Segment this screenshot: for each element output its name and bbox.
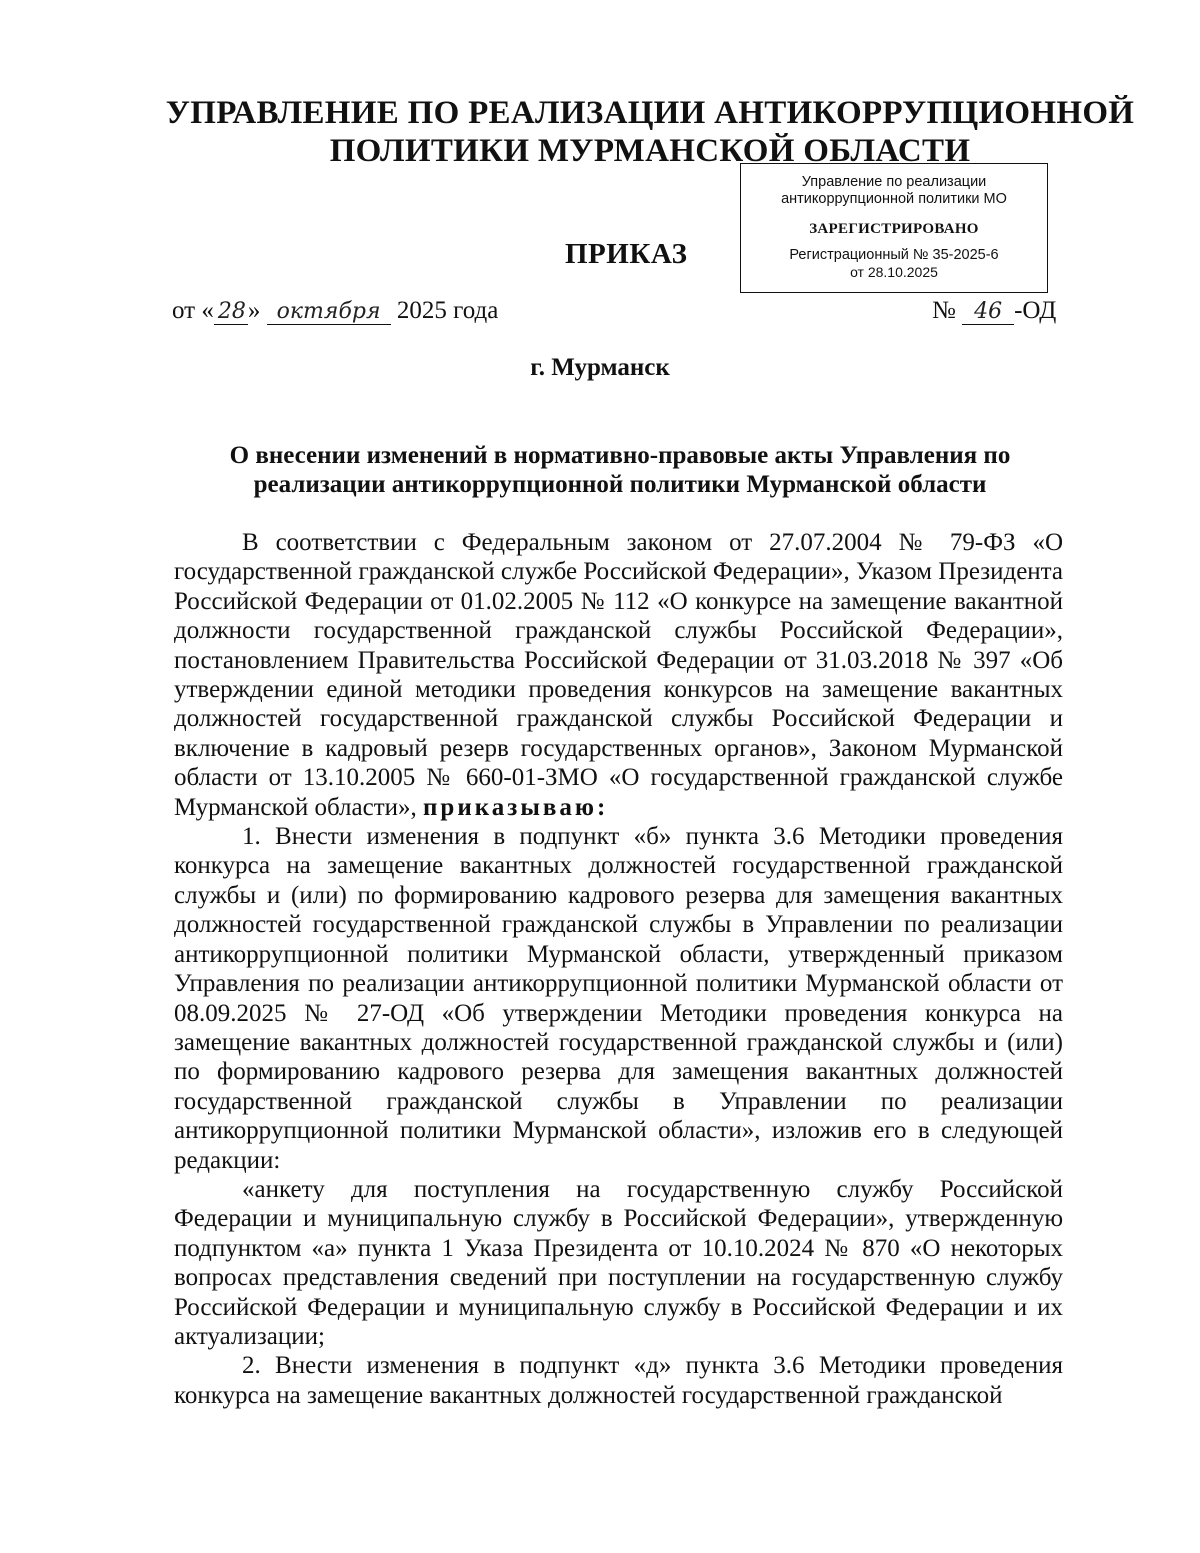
subject-line-2: реализации антикоррупционной политики Мурманской области (253, 471, 987, 498)
subject-line-1: О внесении изменений в нормативно-правовые акты Управления по (229, 442, 1011, 469)
date-suffix: 2025 года (390, 297, 499, 324)
date-prefix: от « (172, 297, 214, 324)
stamp-reg-number: Регистрационный № 35-2025-6 (789, 247, 999, 263)
header-line-1: УПРАВЛЕНИЕ ПО РЕАЛИЗАЦИИ АНТИКОРРУПЦИОННОЙ (165, 95, 1135, 131)
handwritten-day: 28 (214, 300, 248, 325)
order-body (174, 528, 1063, 1410)
item-1-paragraph: 1. Внести изменения в подпункт «б» пункта 3.6 Методики проведения конкурса на замещение вакантных должностей государственной гражданской службы и (или) по формированию кадрового резерва для замещения вакантных должностей государственной гражданской службы в Управлении по реализации антикоррупционной политики Мурманской области, утвержденный приказом Управления по реализации антикоррупционной политики Мурманской области от 08.09.2025 № 27-ОД «Об утверждении Методики проведения конкурса на замещение вакантных должностей государственной гражданской службы и (или) по формированию кадрового резерва для замещения вакантных должностей государственной гражданской службы в Управлении по реализации антикоррупционной политики Мурманской области», изложив его в следующей редакции: (174, 823, 1063, 1174)
stamp-org-line-2: антикоррупционной политики МО (781, 191, 1007, 207)
organization-header (150, 94, 1150, 170)
order-date (172, 297, 498, 325)
stamp-organization (741, 174, 1047, 208)
order-subject (150, 441, 1090, 499)
order-word: приказываю: (423, 793, 609, 821)
preamble-text: В соответствии с Федеральным законом от 27.07.2004 № 79-ФЗ «О государственной гражданской службе Российской Федерации», Указом Президента Российской Федерации от 01.02.2005 № 112 «О конкурсе на замещение вакантной должности государственной гражданской службы Российской Федерации», постановлением Правительства Российской Федерации от 31.03.2018 № 397 «Об утверждении единой методики проведения конкурсов на замещение вакантных должностей государственной гражданской службы Российской Федерации и включение в кадровый резерв государственных органов», Законом Мурманской области от 13.10.2005 № 660-01-ЗМО «О государственной гражданской службе Мурманской области», (174, 529, 1063, 821)
preamble-paragraph (174, 528, 1063, 822)
date-mid: » (247, 297, 261, 324)
header-line-2: ПОЛИТИКИ МУРМАНСКОЙ ОБЛАСТИ (329, 133, 971, 169)
stamp-status: ЗАРЕГИСТРИРОВАНО (809, 221, 979, 237)
registration-stamp (740, 163, 1048, 293)
order-title: ПРИКАЗ (565, 238, 688, 270)
stamp-org-line-1: Управление по реализации (801, 174, 987, 190)
order-number (932, 297, 1056, 325)
stamp-reg-date: от 28.10.2025 (850, 264, 938, 280)
number-suffix: -ОД (1014, 297, 1057, 324)
quote-1-paragraph: «анкету для поступления на государственную службу Российской Федерации и муниципальную службу в Российской Федерации», утвержденную подпунктом «а» пункта 1 Указа Президента от 10.10.2024 № 870 «О некоторых вопросах представления сведений при поступлении на государственную службу Российской Федерации и муниципальную службу в Российской Федерации и их актуализации; (174, 1175, 1063, 1350)
handwritten-number: 46 (962, 300, 1014, 325)
number-prefix: № (932, 297, 963, 324)
city: г. Мурманск (530, 354, 670, 381)
item-2-paragraph: 2. Внести изменения в подпункт «д» пункта 3.6 Методики проведения конкурса на замещение вакантных должностей государственной гражданской (174, 1352, 1063, 1409)
handwritten-month: октября (267, 300, 391, 325)
